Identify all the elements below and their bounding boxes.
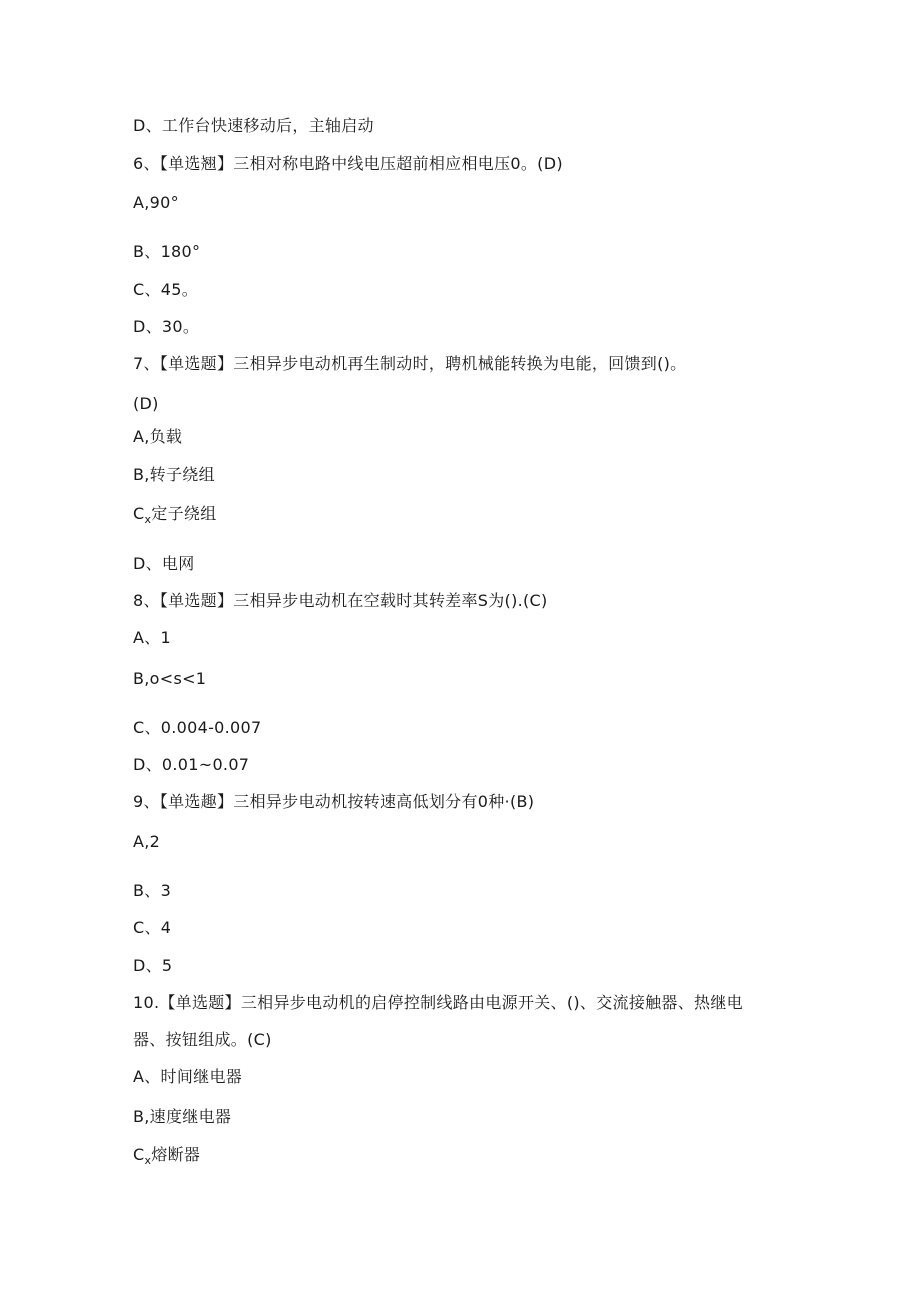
q8-question: 8、【单选题】三相异步电动机在空载时其转差率S为().(C) bbox=[133, 591, 548, 610]
q6-option-d: D、30。 bbox=[133, 317, 200, 336]
q8-option-a: A、1 bbox=[133, 628, 172, 647]
option-subscript: x bbox=[144, 1154, 152, 1167]
q6-option-a: A,90° bbox=[133, 193, 179, 212]
q7-option-b: B,转子绕组 bbox=[133, 465, 215, 484]
q6-option-c: C、45。 bbox=[133, 280, 199, 299]
q9-option-b: B、3 bbox=[133, 881, 172, 900]
q7-answer: (D) bbox=[133, 394, 159, 413]
q5-option-d: D、工作台快速移动后，主轴启动 bbox=[133, 116, 374, 135]
q6-option-b: B、180° bbox=[133, 242, 201, 261]
q7-option-a: A,负载 bbox=[133, 427, 183, 446]
q9-question: 9、【单选趣】三相异步电动机按转速高低划分有0种·(B) bbox=[133, 792, 535, 811]
q7-option-d: D、电网 bbox=[133, 554, 195, 573]
q6-question: 6、【单选翘】三相对称电路中线电压超前相应相电压0。(D) bbox=[133, 154, 563, 173]
q10-option-a: A、时间继电器 bbox=[133, 1067, 243, 1086]
option-letter: C bbox=[133, 1145, 145, 1164]
option-text: 定子绕组 bbox=[151, 504, 217, 523]
q9-option-a: A,2 bbox=[133, 832, 161, 851]
option-text: 熔断器 bbox=[151, 1145, 201, 1164]
option-subscript: x bbox=[144, 513, 152, 526]
q9-option-c: C、4 bbox=[133, 918, 172, 937]
q10-question-line2: 器、按钮组成。(C) bbox=[133, 1030, 272, 1049]
q9-option-d: D、5 bbox=[133, 956, 173, 975]
q8-option-b: B,o<s<1 bbox=[133, 669, 207, 688]
q7-option-c bbox=[133, 504, 217, 526]
option-letter: C bbox=[133, 504, 145, 523]
q8-option-d: D、0.01~0.07 bbox=[133, 755, 250, 774]
q10-question-line1: 10.【单选题】三相异步电动机的启停控制线路由电源开关、()、交流接触器、热继电 bbox=[133, 993, 743, 1012]
q8-option-c: C、0.004-0.007 bbox=[133, 718, 262, 737]
q7-question: 7、【单选题】三相异步电动机再生制动时，聘机械能转换为电能，回馈到()。 bbox=[133, 354, 687, 373]
q10-option-b: B,速度继电器 bbox=[133, 1107, 232, 1126]
q10-option-c bbox=[133, 1145, 200, 1167]
